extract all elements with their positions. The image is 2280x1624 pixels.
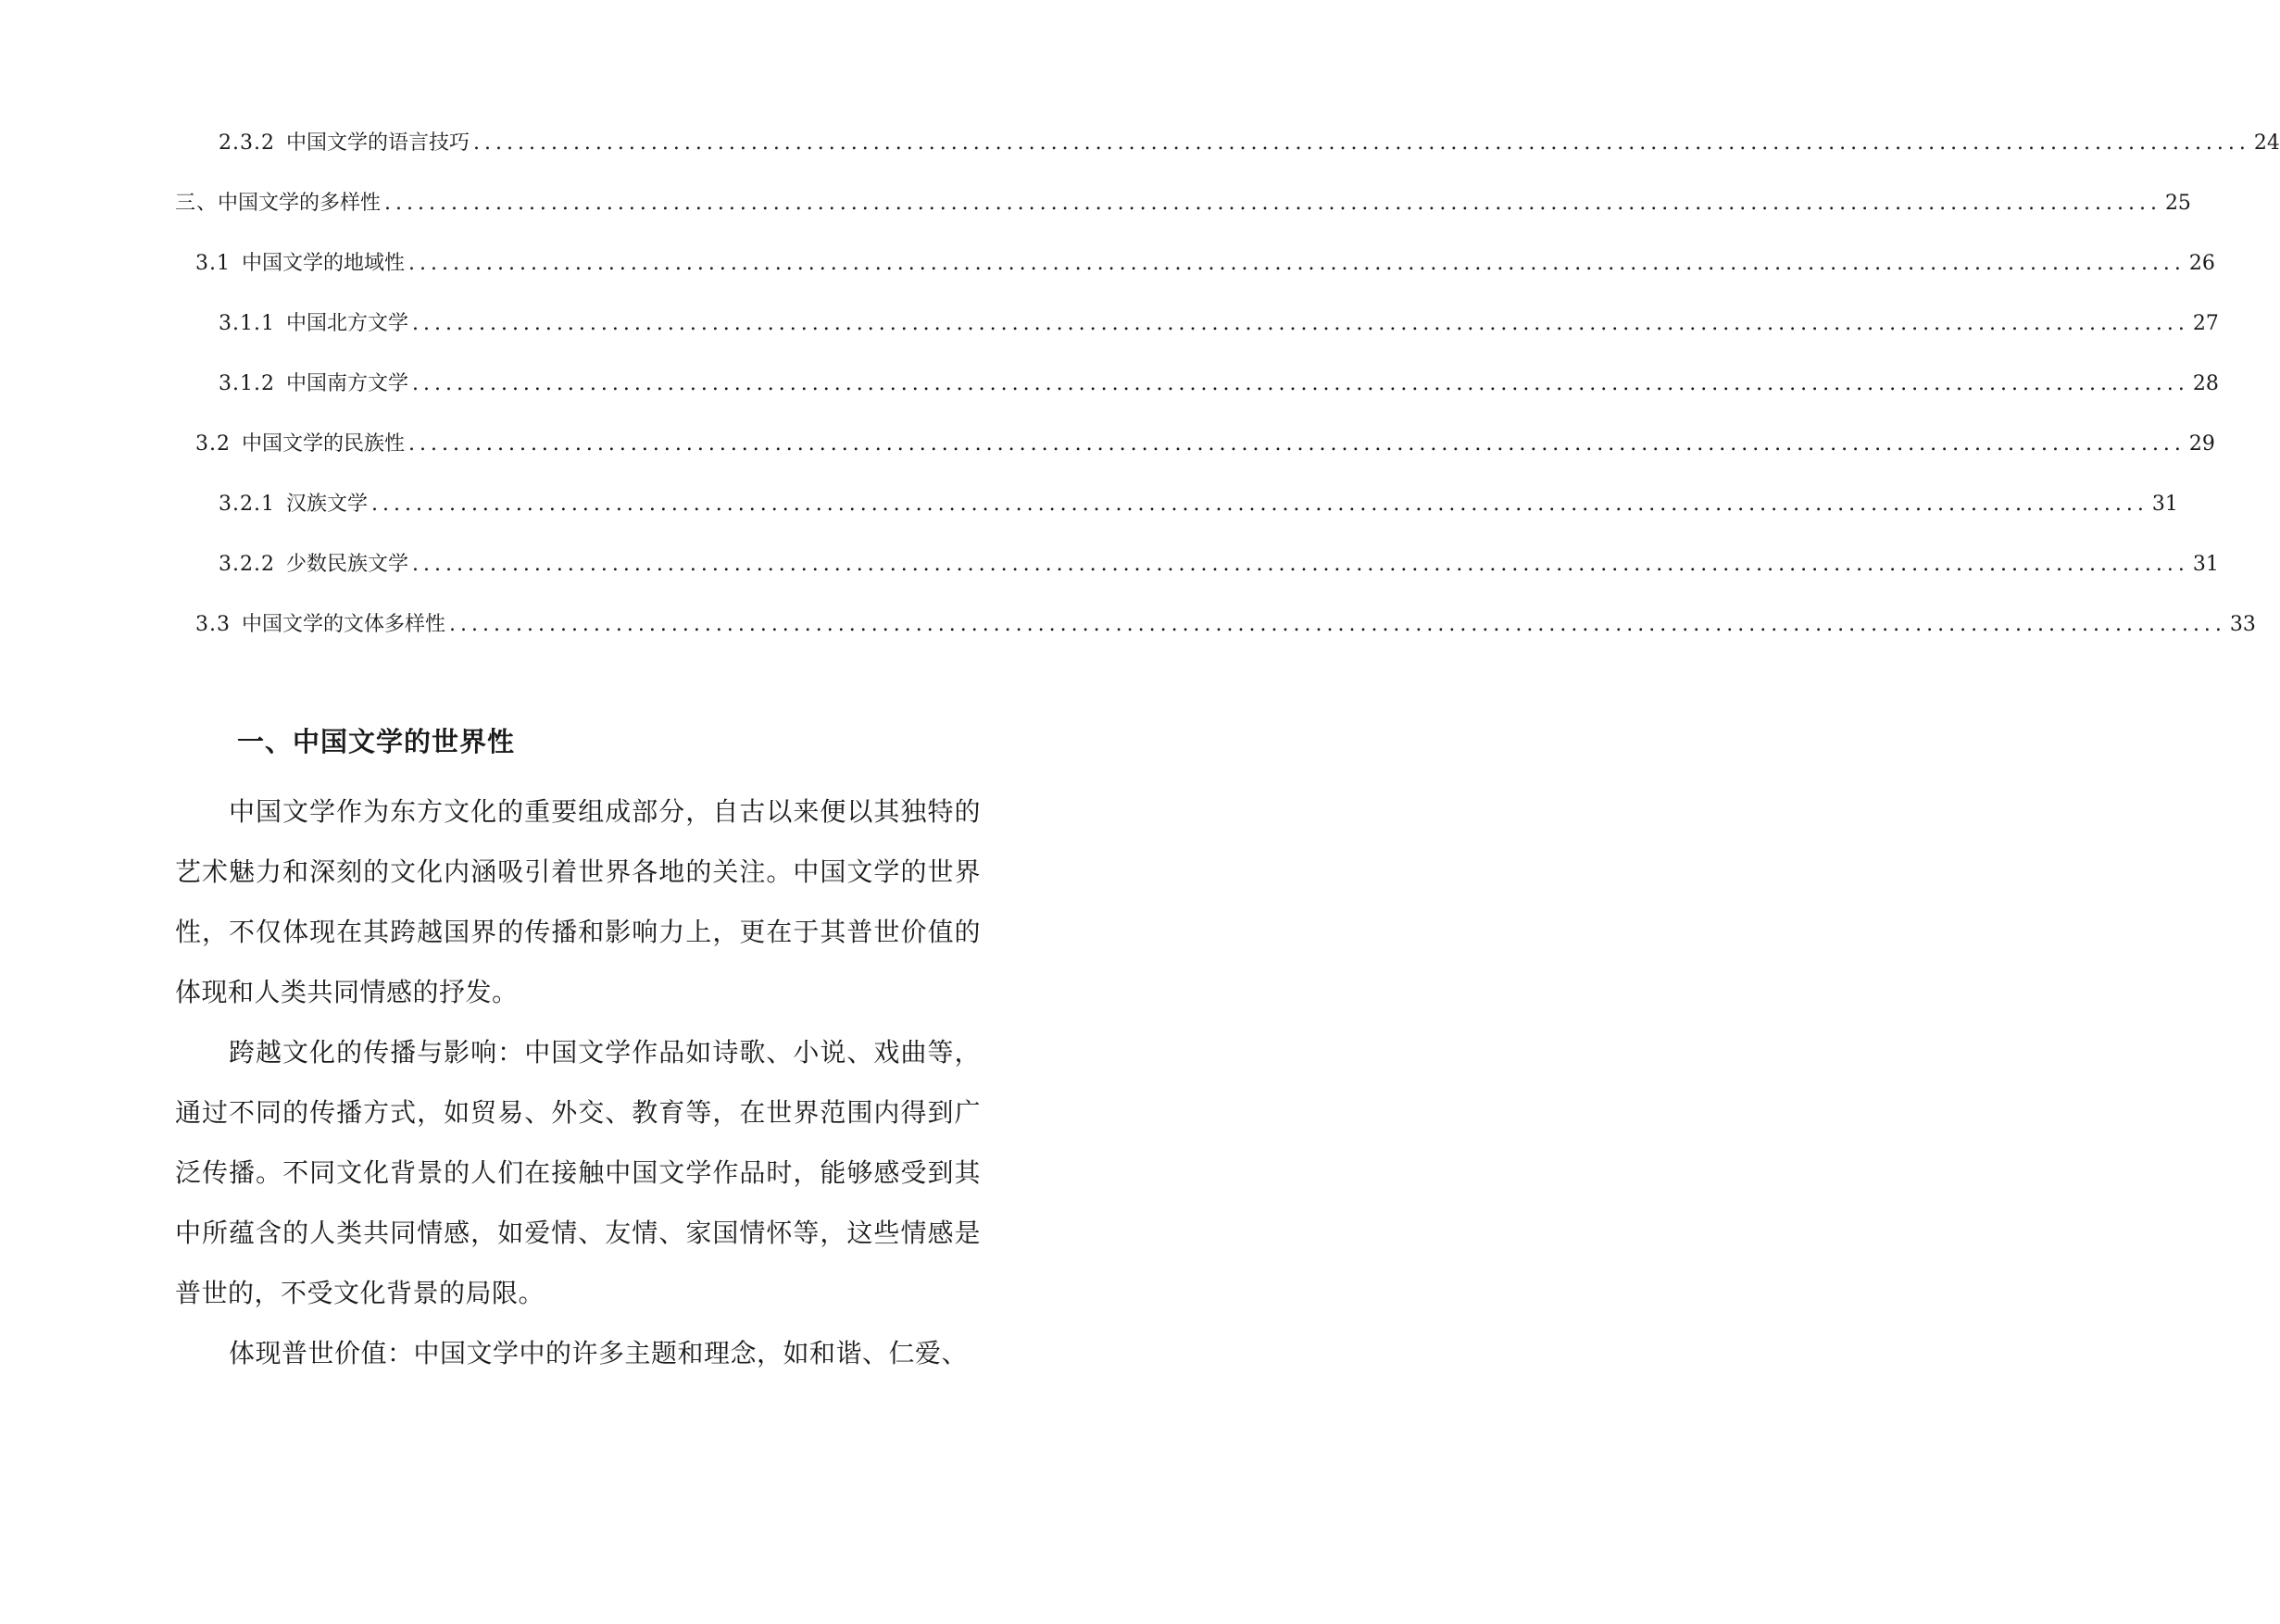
toc-entry-title: 中国北方文学 bbox=[285, 312, 408, 335]
toc-dot-leader: ................................................................................................................................................................ bbox=[408, 252, 2186, 275]
toc-entry-title: 中国文学的多样性 bbox=[218, 192, 382, 215]
body-paragraph: 体现普世价值：中国文学中的许多主题和理念，如和谐、仁爱、 bbox=[229, 1338, 969, 1368]
body-paragraph: 跨越文化的传播与影响：中国文学作品如诗歌、小说、戏曲等，通过不同的传播方式，如贸易、外交、教育等，在世界范围内得到广泛传播。不同文化背景的人们在接触中国文学作品时，能够感受到其中所蕴含的人类共同情感，如爱情、友情、家国情怀等，这些情感是普世的，不受文化背景的局限。 bbox=[175, 1037, 981, 1308]
section-heading: 一、中国文学的世界性 bbox=[237, 726, 516, 758]
toc-entry[interactable] bbox=[0, 370, 2219, 431]
toc-entry[interactable] bbox=[0, 491, 2178, 551]
toc-entry[interactable] bbox=[0, 310, 2219, 370]
toc-entry-number: 3.2.2 bbox=[219, 553, 275, 576]
toc-dot-leader: ................................................................................................................................................................ bbox=[412, 553, 2189, 576]
toc-entry-page: 31 bbox=[2151, 493, 2178, 516]
toc-entry-title: 中国文学的文体多样性 bbox=[242, 613, 446, 636]
toc-entry[interactable] bbox=[0, 611, 2256, 671]
toc-entry[interactable] bbox=[0, 130, 2280, 190]
toc-entry-page: 29 bbox=[2188, 432, 2215, 456]
toc-dot-leader: ................................................................................................................................................................ bbox=[449, 613, 2226, 636]
toc-entry-number: 3.3 bbox=[195, 613, 231, 636]
toc-entry-title: 中国文学的民族性 bbox=[242, 432, 406, 456]
toc-entry-page: 25 bbox=[2164, 192, 2191, 215]
toc-entry-title: 中国文学的地域性 bbox=[242, 252, 406, 275]
toc-entry-page: 28 bbox=[2192, 372, 2219, 395]
toc-entry-number: 3.1 bbox=[195, 252, 231, 275]
toc-entry-number: 三、 bbox=[175, 192, 219, 215]
toc-dot-leader: ................................................................................................................................................................ bbox=[412, 312, 2189, 335]
toc-entry-title: 少数民族文学 bbox=[285, 553, 408, 576]
toc-entry-number: 2.3.2 bbox=[219, 131, 275, 155]
toc-entry-page: 33 bbox=[2229, 613, 2256, 636]
toc-entry[interactable] bbox=[0, 190, 2191, 250]
toc-entry[interactable] bbox=[0, 431, 2215, 491]
toc-entry-page: 24 bbox=[2253, 131, 2280, 155]
toc-entry-page: 27 bbox=[2192, 312, 2219, 335]
toc-entry-page: 31 bbox=[2192, 553, 2219, 576]
toc-dot-leader: ................................................................................................................................................................ bbox=[371, 493, 2148, 516]
toc-entry-number: 3.2.1 bbox=[219, 493, 275, 516]
toc-entry[interactable] bbox=[0, 250, 2215, 310]
body-text bbox=[175, 781, 981, 1383]
toc-entry-title: 汉族文学 bbox=[285, 493, 368, 516]
toc-entry-title: 中国南方文学 bbox=[285, 372, 408, 395]
toc-entry-number: 3.1.2 bbox=[219, 372, 275, 395]
toc-entry-page: 26 bbox=[2188, 252, 2215, 275]
toc-entry[interactable] bbox=[0, 551, 2219, 611]
toc-dot-leader: ................................................................................................................................................................ bbox=[473, 131, 2250, 155]
toc-entry-number: 3.2 bbox=[195, 432, 231, 456]
body-paragraph: 中国文学作为东方文化的重要组成部分，自古以来便以其独特的艺术魅力和深刻的文化内涵吸引着世界各地的关注。中国文学的世界性，不仅体现在其跨越国界的传播和影响力上，更在于其普世价值的体现和人类共同情感的抒发。 bbox=[175, 796, 981, 1007]
toc-dot-leader: ................................................................................................................................................................ bbox=[412, 372, 2189, 395]
toc-dot-leader: ................................................................................................................................................................ bbox=[384, 192, 2161, 215]
toc-entry-number: 3.1.1 bbox=[219, 312, 275, 335]
toc-entry-title: 中国文学的语言技巧 bbox=[285, 131, 470, 155]
toc-dot-leader: ................................................................................................................................................................ bbox=[408, 432, 2186, 456]
table-of-contents bbox=[0, 130, 2280, 671]
